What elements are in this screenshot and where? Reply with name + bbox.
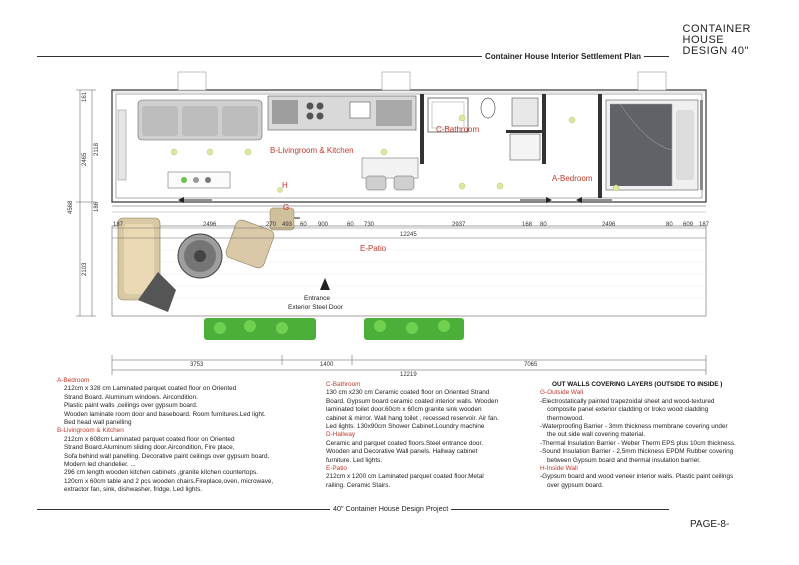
entrance-label: Entrance bbox=[304, 295, 331, 302]
note-c-heading: C-Bathroom bbox=[326, 381, 361, 388]
note-d-line: furniture. Led lights. bbox=[326, 456, 383, 464]
brand-line-1: CONTAINER bbox=[682, 23, 751, 35]
dim-900: 900 bbox=[318, 222, 329, 228]
note-g-line: -Sound Insulation Barrier - 2,5mm thickness EPDM Rubber covering bbox=[540, 448, 734, 456]
note-b-line: 212cm x 608cm Laminated parquet coated floor on Oriented bbox=[64, 435, 235, 443]
dim-2937: 2937 bbox=[452, 222, 466, 228]
note-c-line: Led lights. 130x90cm Shower Cabinet.Loundry machine bbox=[326, 423, 485, 431]
note-g-line: thermowood. bbox=[547, 414, 584, 422]
dim-12219: 12219 bbox=[400, 372, 417, 378]
note-e-heading: E-Patio bbox=[326, 465, 347, 473]
room-label-bedroom: A-Bedroom bbox=[552, 174, 593, 183]
note-c-line: Board. Gypsum board ceramic coated interior walls. Wooden bbox=[326, 397, 499, 405]
dim-60-a: 60 bbox=[300, 222, 307, 228]
note-g-heading: G-Outside Wall bbox=[540, 389, 584, 397]
note-e-line: 212cm x 1200 cm Laminated parquet coated floor.Metal bbox=[326, 473, 484, 481]
note-g-line: -Thermal Insulation Barrier - Weber Therm EPS plus 10cm thickness. bbox=[540, 439, 736, 447]
note-d-line: Ceramic and parquet coated floors.Steel entrance door. bbox=[326, 439, 484, 447]
dim-v-186: 186 bbox=[94, 201, 100, 212]
dim-3753: 3753 bbox=[190, 362, 204, 368]
dim-v-2118: 2118 bbox=[94, 143, 100, 156]
dim-7065: 7065 bbox=[524, 362, 538, 368]
note-b-line: Strand Board.Aluminum sliding door.Aircondition, Fire place, bbox=[64, 444, 235, 452]
dim-493: 493 bbox=[282, 222, 293, 228]
note-d-heading: D-Hallway bbox=[326, 431, 356, 439]
note-b-line: 120cm x 60cm table and 2 pcs wooden chairs.Fireplace,oven, microwave, bbox=[64, 477, 274, 485]
room-label-hallway: H bbox=[282, 181, 288, 190]
note-c-line: 130 cm x230 cm Ceramic coated floor on Oriented Strand bbox=[326, 389, 490, 397]
note-g-line: composite panel exterior cladding or Iroko wood cladding bbox=[547, 406, 709, 414]
brand-line-2: HOUSE bbox=[682, 34, 725, 46]
dim-2496-left: 2496 bbox=[203, 222, 217, 228]
dim-v-161: 161 bbox=[82, 91, 88, 102]
note-a-heading: A-Bedroom bbox=[57, 377, 90, 384]
note-e-line: railing. Ceramic Stairs. bbox=[326, 481, 391, 489]
note-b-line: Sofa behind wall panelling. Decorative paint ceilings over gypsum board. bbox=[64, 452, 270, 460]
footer-title: 40" Container House Design Project bbox=[330, 504, 451, 513]
note-g-line: the out side wall covering material. bbox=[547, 431, 646, 439]
notes-column-1 bbox=[57, 377, 327, 495]
note-h-line: over gypsum board. bbox=[547, 481, 604, 489]
dim-60-b: 60 bbox=[347, 222, 354, 228]
note-b-line: 296 cm length wooden kitchen cabinets ,granite kitchen countertops. bbox=[64, 469, 258, 477]
dim-609: 609 bbox=[683, 222, 694, 228]
dim-187-left: 187 bbox=[113, 222, 124, 228]
room-label-g: G bbox=[283, 203, 290, 212]
room-label-living: B-Livingroom & Kitchen bbox=[270, 146, 354, 155]
dim-730: 730 bbox=[364, 222, 375, 228]
note-a-line: 212cm x 328 cm Laminated parquet coated floor on Oriented bbox=[64, 385, 237, 393]
note-b-line: extractor fan, sink, dishwasher, fridge. Led lights. bbox=[64, 486, 203, 494]
plan-title: Container House Interior Settlement Plan bbox=[482, 52, 644, 61]
dim-v-2465: 2465 bbox=[82, 152, 88, 166]
note-g-line: -Waterproofing Barrier - 3mm thickness membrane covering under bbox=[540, 423, 728, 431]
note-g-line: between Gypsum board and thermal insulation barrier. bbox=[547, 456, 701, 464]
dim-v-2103: 2103 bbox=[82, 262, 88, 276]
note-g-line: -Electrostatically painted trapezoidal sheet and wood-textured bbox=[540, 397, 715, 405]
note-a-line: Bed head wall panelling bbox=[64, 419, 132, 427]
note-c-line: cabinet & mirror. Wall hang toilet , recessed reservoir. Air fan. bbox=[326, 414, 499, 422]
dim-v-4568: 4568 bbox=[68, 200, 74, 214]
note-h-heading: H-Inside Wall bbox=[540, 465, 578, 473]
dim-270: 270 bbox=[266, 222, 277, 228]
room-label-bathroom: C-Bathroom bbox=[436, 125, 480, 134]
dim-168: 168 bbox=[522, 222, 533, 228]
dim-2496-right: 2496 bbox=[602, 222, 616, 228]
dim-80-b: 80 bbox=[666, 222, 673, 228]
brand-line-3: DESIGN 40" bbox=[682, 45, 749, 57]
dim-187-right: 187 bbox=[699, 222, 710, 228]
room-label-patio: E-Patio bbox=[360, 244, 387, 253]
note-a-line: Plastic paint walls ,ceilings over gypsum board. bbox=[64, 402, 198, 410]
note-b-line: Modern led chandelier. ... bbox=[64, 461, 136, 469]
page-number: PAGE-8- bbox=[690, 519, 730, 530]
entrance-door-label: Exterior Steel Door bbox=[288, 304, 343, 311]
dim-1400: 1400 bbox=[320, 362, 334, 368]
note-c-line: laminated toilet door.60cm x 60cm granite sink wooden bbox=[326, 406, 482, 414]
note-b-heading: B-Livingroom & Kitchen bbox=[57, 427, 124, 435]
dim-80-a: 80 bbox=[540, 222, 547, 228]
notes-column-2 bbox=[326, 381, 541, 490]
note-a-line: Wooden laminate room door and baseboard. Room furnitures.Led light. bbox=[64, 410, 266, 418]
dim-12245: 12245 bbox=[400, 232, 417, 238]
note-a-line: Strand Board. Aluminum windows. Aircondition. bbox=[64, 393, 198, 401]
note-d-line: Wooden and Decorative Wall panels. Hallway cabinet bbox=[326, 448, 478, 456]
walls-heading: OUT WALLS COVERING LAYERS (OUTSIDE TO INSIDE ) bbox=[552, 381, 723, 388]
notes-column-3 bbox=[540, 381, 795, 490]
note-h-line: -Gypsum board and wood veneer interior walls. Plastic paint ceilings bbox=[540, 473, 734, 481]
